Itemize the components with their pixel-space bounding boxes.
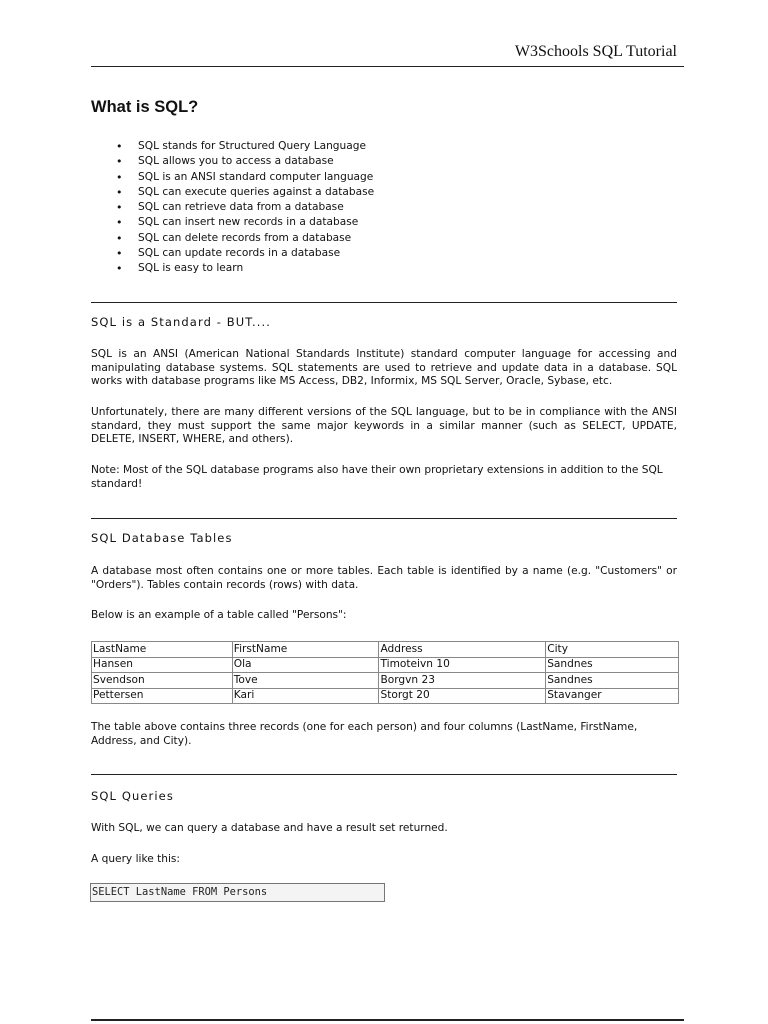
page-title: What is SQL? xyxy=(91,98,199,116)
table-cell: Tove xyxy=(232,673,379,689)
list-item: • SQL allows you to access a database xyxy=(116,154,374,169)
table-cell: Hansen xyxy=(92,657,233,673)
standard-note: Note: Most of the SQL database programs also have their own proprietary extensions in addition to the SQL standard! xyxy=(91,464,663,490)
queries-paragraph-1: With SQL, we can query a database and have a result set returned. xyxy=(91,822,448,834)
persons-table xyxy=(91,641,679,704)
standard-paragraph-1: SQL is an ANSI (American National Standards Institute) standard computer language for accessing and manipulating database systems. SQL statements are used to retrieve and update data in a database. SQL works with database programs like MS Access, DB2, Informix, MS SQL Server, Oracle, Sybase, etc. xyxy=(91,348,677,387)
table-cell: Pettersen xyxy=(92,688,233,704)
list-item: • SQL can insert new records in a database xyxy=(116,215,374,230)
list-item: • SQL can retrieve data from a database xyxy=(116,200,374,215)
table-cell: Sandnes xyxy=(546,673,679,689)
table-cell: Svendson xyxy=(92,673,233,689)
header-rule xyxy=(91,66,684,67)
footer-rule xyxy=(91,1019,684,1021)
queries-paragraph-2: A query like this: xyxy=(91,853,180,865)
list-item: • SQL stands for Structured Query Language xyxy=(116,139,374,154)
section-heading-standard: SQL is a Standard - BUT.... xyxy=(91,315,272,329)
list-item: • SQL is an ANSI standard computer language xyxy=(116,170,374,185)
table-cell: Ola xyxy=(232,657,379,673)
tables-paragraph-2: Below is an example of a table called "Persons": xyxy=(91,609,347,621)
table-cell: Stavanger xyxy=(546,688,679,704)
column-header: LastName xyxy=(92,642,233,658)
table-cell: Timoteivn 10 xyxy=(379,657,546,673)
list-item: • SQL can update records in a database xyxy=(116,246,374,261)
code-example: SELECT LastName FROM Persons xyxy=(90,883,385,902)
section-divider xyxy=(91,302,677,303)
table-row xyxy=(92,673,679,689)
table-cell: Sandnes xyxy=(546,657,679,673)
tables-paragraph-1: A database most often contains one or more tables. Each table is identified by a name (e.g. "Customers" or "Orders"). Tables contain records (rows) with data. xyxy=(91,565,677,591)
running-header: W3Schools SQL Tutorial xyxy=(514,43,677,60)
section-heading-queries: SQL Queries xyxy=(91,789,174,803)
column-header: FirstName xyxy=(232,642,379,658)
table-cell: Borgvn 23 xyxy=(379,673,546,689)
table-cell: Kari xyxy=(232,688,379,704)
list-item: • SQL can delete records from a database xyxy=(116,231,374,246)
standard-paragraph-2: Unfortunately, there are many different versions of the SQL language, but to be in compliance with the ANSI standard, they must support the same major keywords in a similar manner (such as SELECT, UPDATE, DELETE, INSERT, WHERE, and others). xyxy=(91,406,677,445)
tables-paragraph-3: The table above contains three records (one for each person) and four columns (LastName, FirstName, Address, and City). xyxy=(91,721,638,747)
column-header: Address xyxy=(379,642,546,658)
section-heading-tables: SQL Database Tables xyxy=(91,531,233,545)
intro-bullet-list xyxy=(116,139,374,277)
table-row xyxy=(92,657,679,673)
table-cell: Storgt 20 xyxy=(379,688,546,704)
list-item: • SQL is easy to learn xyxy=(116,261,374,276)
section-divider xyxy=(91,774,677,775)
table-header-row xyxy=(92,642,679,658)
column-header: City xyxy=(546,642,679,658)
table-row xyxy=(92,688,679,704)
section-divider xyxy=(91,518,677,519)
list-item: • SQL can execute queries against a database xyxy=(116,185,374,200)
